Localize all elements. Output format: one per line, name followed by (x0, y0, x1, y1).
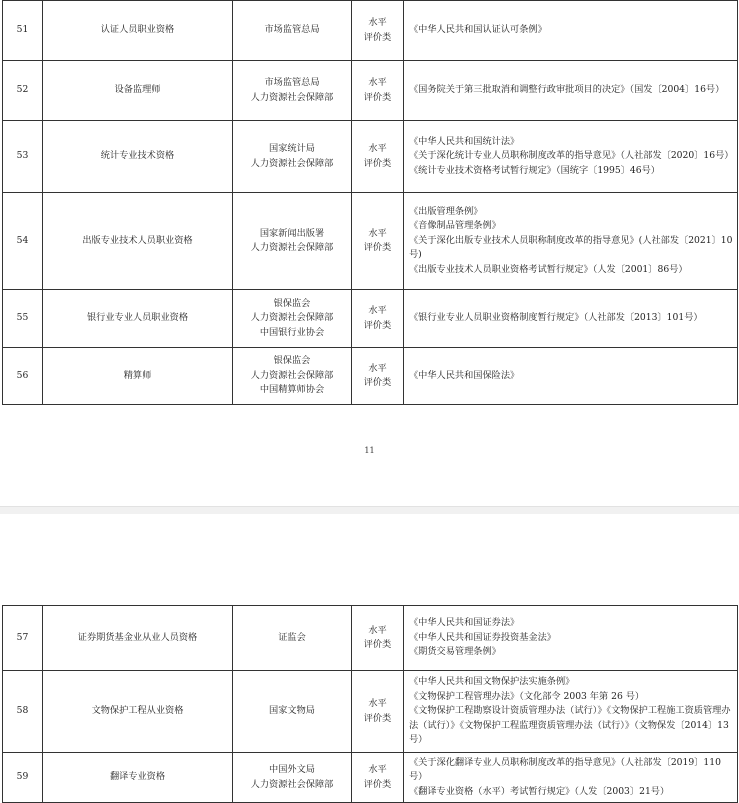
legal-basis-cell (404, 671, 738, 753)
legal-basis-cell (404, 606, 738, 671)
department-name: 银保监会 (273, 355, 311, 367)
row-number: 56 (3, 348, 43, 405)
qualification-name: 精算师 (43, 348, 233, 405)
category-cell (352, 671, 404, 753)
table-row (3, 753, 738, 803)
legal-basis-item: 《出版管理条例》 (409, 205, 483, 217)
row-number: 52 (3, 61, 43, 121)
category-cell (352, 1, 404, 61)
category-text: 评价类 (363, 778, 392, 790)
category-text: 评价类 (363, 242, 392, 253)
row-number: 55 (3, 290, 43, 348)
row-number: 58 (3, 671, 43, 753)
department-name: 人力资源社会保障部 (250, 778, 334, 790)
legal-basis-item: 《出版专业技术人员职业资格考试暂行规定》（人发〔2001〕86号） (409, 263, 688, 275)
department-name: 国家文物局 (269, 705, 315, 717)
category-cell (352, 753, 404, 803)
legal-basis-item: 《中华人民共和国文物保护法实施条例》 (409, 676, 575, 688)
legal-basis-item: 《国务院关于第三批取消和调整行政审批项目的决定》（国发〔2004〕16号） (409, 84, 725, 96)
departments-cell (233, 606, 352, 671)
legal-basis-item: 《中华人民共和国保险法》 (409, 369, 520, 381)
table-row (3, 606, 738, 671)
legal-basis-item: 《关于深化出版专业技术人员职称制度改革的指导意见》(人社部发〔2021〕10号) (409, 234, 733, 261)
row-number: 54 (3, 193, 43, 290)
category-text: 水平 (368, 17, 387, 28)
category-cell (352, 121, 404, 193)
category-cell (352, 193, 404, 290)
category-text: 水平 (368, 143, 387, 154)
legal-basis-item: 《中华人民共和国证券法》 (409, 617, 520, 629)
category-cell (352, 606, 404, 671)
legal-basis-cell (404, 1, 738, 61)
table-row (3, 193, 738, 290)
departments-cell (233, 753, 352, 803)
departments-cell (233, 671, 352, 753)
department-name: 国家统计局 (269, 143, 315, 154)
page-bottom (0, 514, 739, 802)
department-name: 市场监管总局 (264, 77, 320, 88)
legal-basis-cell (404, 193, 738, 290)
legal-basis-item: 《银行业专业人员职业资格制度暂行规定》（人社部发〔2013〕101号） (409, 312, 703, 324)
table-row (3, 121, 738, 193)
departments-cell (233, 290, 352, 348)
legal-basis-cell (404, 290, 738, 348)
row-number: 53 (3, 121, 43, 193)
departments-cell (233, 348, 352, 405)
category-text: 水平 (368, 227, 387, 239)
department-name: 中国精算师协会 (259, 384, 325, 396)
row-number: 57 (3, 606, 43, 671)
legal-basis-cell (404, 61, 738, 121)
legal-basis-item: 《文物保护工程勘察设计资质管理办法（试行）》《文物保护工程施工资质管理办法（试行）》《文物保护工程监理资质管理办法（试行）》（文物保发〔2014〕13号） (409, 705, 731, 746)
departments-cell (233, 61, 352, 121)
legal-basis-item: 《翻译专业资格（水平）考试暂行规定》（人发〔2003〕21号） (409, 785, 670, 797)
category-text: 评价类 (363, 91, 392, 103)
table-row (3, 1, 738, 61)
department-name: 国家新闻出版署 (259, 227, 325, 239)
legal-basis-item: 《期货交易管理条例》 (409, 646, 501, 658)
departments-cell (233, 193, 352, 290)
legal-basis-cell (404, 121, 738, 193)
category-text: 评价类 (363, 31, 392, 43)
legal-basis-item: 《中华人民共和国统计法》 (409, 135, 520, 147)
legal-basis-cell (404, 753, 738, 803)
department-name: 中国外文局 (269, 764, 315, 775)
category-text: 评价类 (363, 319, 392, 331)
department-name: 证监会 (278, 631, 306, 643)
departments-cell (233, 121, 352, 193)
department-name: 人力资源社会保障部 (250, 369, 334, 381)
table-row (3, 290, 738, 348)
legal-basis-cell (404, 348, 738, 405)
legal-basis-item: 《中华人民共和国证券投资基金法》 (409, 631, 556, 643)
category-text: 水平 (368, 698, 387, 709)
qualification-name: 出版专业技术人员职业资格 (43, 193, 233, 290)
category-text: 水平 (368, 362, 387, 374)
category-text: 水平 (368, 764, 387, 775)
table-row (3, 348, 738, 405)
category-text: 评价类 (363, 639, 392, 650)
department-name: 银保监会 (273, 297, 311, 309)
row-number: 59 (3, 753, 43, 803)
row-number: 51 (3, 1, 43, 61)
department-name: 市场监管总局 (264, 24, 320, 36)
legal-basis-item: 《统计专业技术资格考试暂行规定》（国统字〔1995〕46号） (409, 164, 660, 176)
qualification-name: 文物保护工程从业资格 (43, 671, 233, 753)
qualification-name: 翻译专业资格 (43, 753, 233, 803)
legal-basis-item: 《文物保护工程管理办法》（文化部令 2003 年第 26 号） (409, 690, 645, 702)
department-name: 人力资源社会保障部 (250, 242, 334, 253)
department-name: 人力资源社会保障部 (250, 91, 334, 103)
department-name: 人力资源社会保障部 (250, 157, 334, 169)
qualification-name: 统计专业技术资格 (43, 121, 233, 193)
qualification-table-bottom (2, 605, 738, 803)
legal-basis-item: 《音像制品管理条例》 (409, 220, 501, 232)
department-name: 人力资源社会保障部 (250, 312, 334, 324)
category-text: 水平 (368, 305, 387, 316)
category-cell (352, 290, 404, 348)
legal-basis-item: 《关于深化翻译专业人员职称制度改革的指导意见》（人社部发〔2019〕110号） (409, 756, 721, 783)
category-text: 评价类 (363, 712, 392, 724)
category-text: 水平 (368, 624, 387, 636)
legal-basis-item: 《中华人民共和国认证认可条例》 (409, 24, 547, 36)
qualification-name: 银行业专业人员职业资格 (43, 290, 233, 348)
departments-cell (233, 1, 352, 61)
category-cell (352, 61, 404, 121)
page-number: 11 (364, 446, 375, 455)
table-row (3, 671, 738, 753)
category-cell (352, 348, 404, 405)
qualification-name: 认证人员职业资格 (43, 1, 233, 61)
category-text: 评价类 (363, 157, 392, 169)
table-row (3, 61, 738, 121)
category-text: 水平 (368, 77, 387, 88)
qualification-table-top (2, 0, 738, 405)
department-name: 中国银行业协会 (259, 326, 325, 338)
category-text: 评价类 (363, 377, 392, 388)
qualification-name: 证券期货基金业从业人员资格 (43, 606, 233, 671)
legal-basis-item: 《关于深化统计专业人员职称制度改革的指导意见》（人社部发〔2020〕16号） (409, 150, 734, 162)
qualification-name: 设备监理师 (43, 61, 233, 121)
